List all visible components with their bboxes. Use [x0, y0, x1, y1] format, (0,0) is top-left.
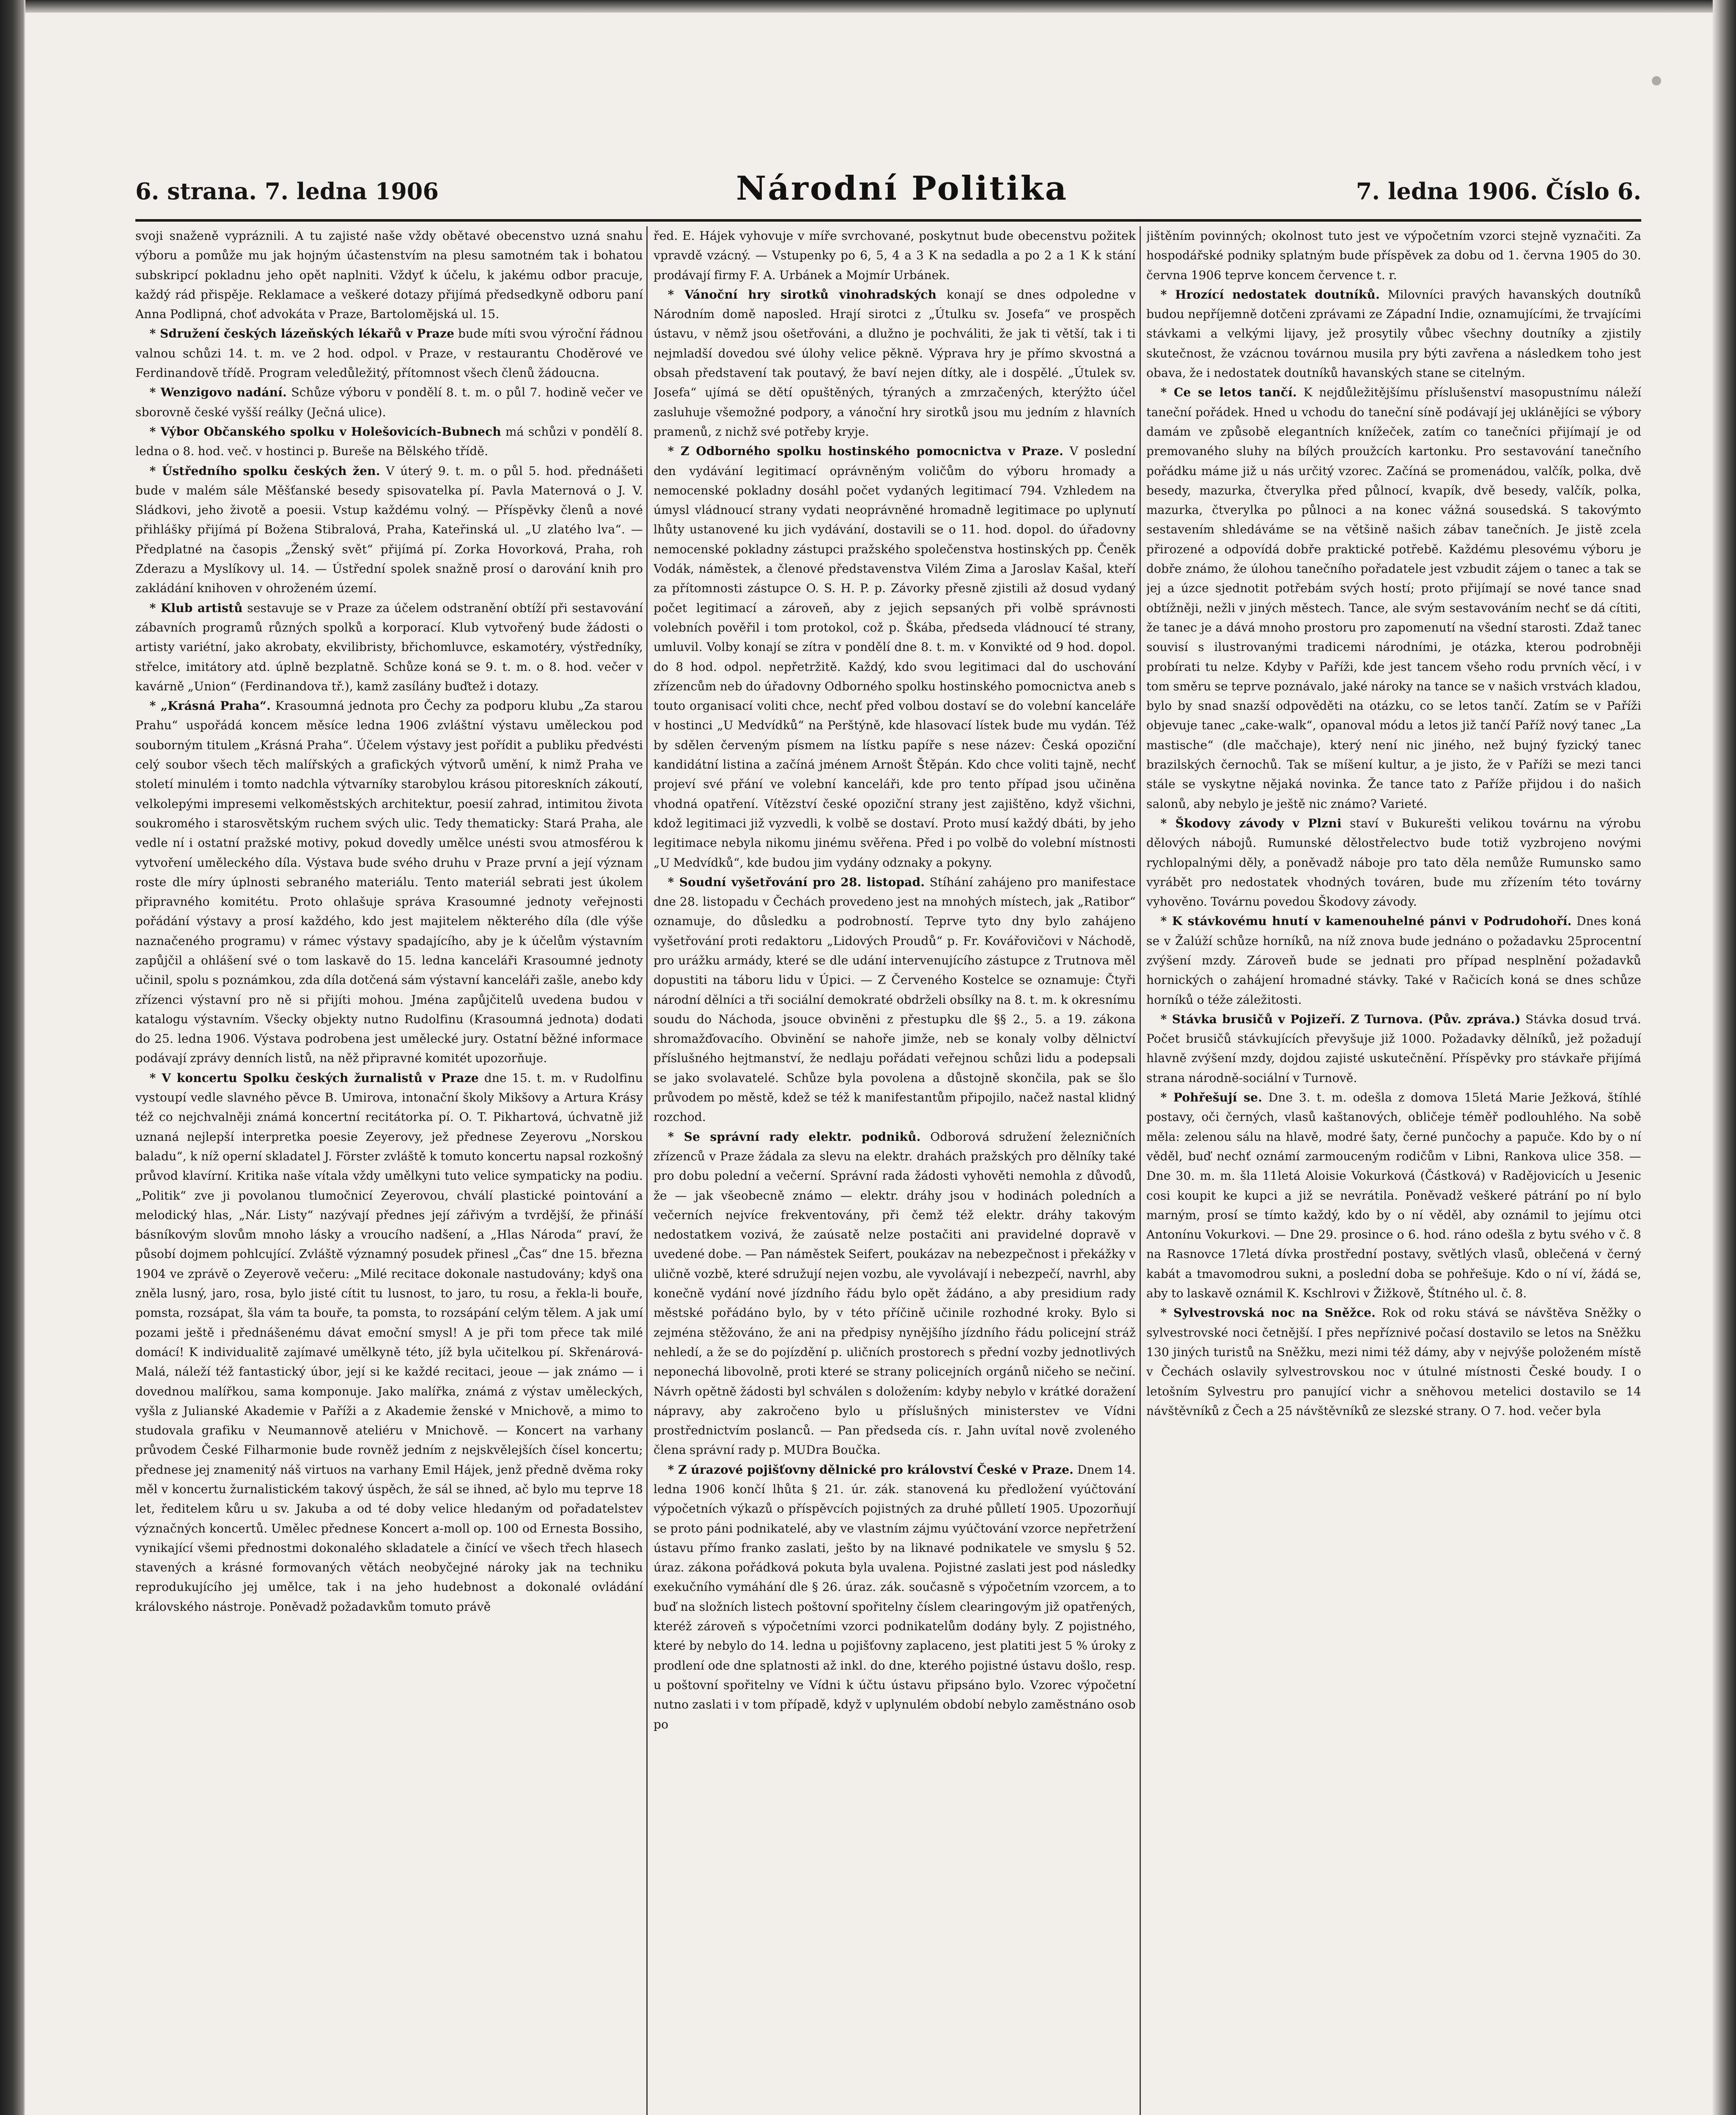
article-text: V poslední den vydávání legitimací oprávněným voličům do výboru hromady a nemocenské pokladny dosáhl počet vydaných legitimací 794. Vzhledem na úmysl vládnoucí strany vydati neoprávněné hromadně legitimace po uplynutí lhůty ustanovené ku jich vydávání, dostavili se o 11. hod. dopol. do úřadovny nemocenské pokladny zástupci pražského společenstva hostinských pp. Čeněk Vodák, náměstek, a členové představenstva Vilém Zima a Jaroslav Kašal, kteří za přítomnosti zástupce O. S. H. P. p. Závorky přesně zjistili až dosud vydaný počet legitimací a zároveň, aby z jejich sepsaných při volbě správnosti volebních pověřil i tom protokol, což p. Škába, předseda vládnoucí té strany, umluvil. Volby konají se zítra v pondělí dne 8. t. m. v Konvikté od 9 hod. dopol. do 8 hod. odpol. nepřetržitě. Každý, kdo svou legitimaci dal do uschování zřízencům neb do úřadovny Odborného spolku hostinského pomocnictva aneb s touto organisací voliti chce, nechť před volbou dostaví se do volební kanceláře v hostinci „U Medvídků“ na Perštýně, kde hlasovací lístek bude mu vydán. Též by sdělen červeným písmem na lístku papíře s nese název: Česká opoziční kandidátní listina a začíná jménem Arnošt Štěpán. Kdo chce voliti tajně, nechť projeví své přání ve volební kanceláři, kde pro tento případ jsou učiněna vhodná opatření. Vítězství české opoziční strany jest zajištěno, když všichni, kdož legitimaci již vyzvedli, k volbě se dostaví. Proto musí každý dbáti, by jeho legitimace nebyla nikomu jinému svěřena. Před i po volbě do volební místnosti „U Medvídků“, kde budou jim vydány odznaky a pokyny.: [654, 444, 1136, 870]
article-text: Dnes koná se v Žalúží schůze horníků, na níž znova bude jednáno o požadavku 25procentní zvýšení mzdy. Zároveň bude se jednati pro případ nesplnění požadavků hornických o zahájení hromadné stávky. Také v Račicích koná se dnes schůze horníků o téže záležitosti.: [1146, 914, 1641, 1007]
article-paragraph: [135, 324, 643, 383]
article-text: dne 15. t. m. v Rudolfinu vystoupí vedle slavného pěvce B. Umirova, intonační školy Mikšovy a Artura Krásy též co nejchvalněji známá koncertní recitátorka pí. O. T. Pikhartová, úchvatně již uznaná nejlepší interpretka poesie Zeyerovy, jež přednese Zeyerovu „Norskou baladu“, k níž operní skladatel J. Förster zvláště k tomuto koncertu napsal rozkošný průvod klavírní. Kritika naše vítala vždy umělkyni tuto velice sympaticky na podiu. „Politik“ zve ji povolanou tlumočnicí Zeyerovou, chválí plastické pointování a melodický hlas, „Nár. Listy“ nazývají přednes její zářivým a tvrdější, že přináší básníkovým slovům mnoho lásky a vroucího nadšení, a „Hlas Národa“ praví, že působí dojmem pohlcující. Zvláště významný posudek přinesl „Čas“ dne 15. března 1904 ve zprávě o Zeyerově večeru: „Milé recitace dokonale nastudovány; kdyš ona zněla lusný, jaro, rosa, bylo jisté cítit tu lusnost, to jaro, tu rosu, a řekla-li bouře, pomsta, rozsápat, šla vám ta bouře, ta pomsta, to rozsápání celým tělem. A jak umí pozami ještě i přednášenému dávat emoční smysl! A je při tom přece tak milé domácí! K individualitě zajímavé umělkyně této, jíž byla učitelkou pí. Skřenárová-Malá, náleží též fantastický úbor, její si ke každé recitaci, jeoue — jak známo — i dovednou malířkou, sama komponuje. Jako malířka, známá z výstav uměleckých, vyšla z Julianské Akademie v Paříži a z Akademie ženské v Mnichově, a mimo to studovala grafiku v Neumannově ateliéru v Mnichově. — Koncert na varhany průvodem České Filharmonie bude rovněž jedním z nejskvělejších čísel koncertu; přednese jej znamenitý náš virtuos na varhany Emil Hájek, jenž předně dvěma roky měl v koncertu žurnalistickém takový úspěch, že sál se ihned, ač bylo mu teprve 18 let, ředitelem kůru u sv. Jakuba a od té doby velice hledaným od pořadatelstev význačných koncertů. Umělec přednese Koncert a-moll op. 100 od Ernesta Bossiho, vynikající všemi přednostmi dokonalého skladatele a činící ve všech třech hlasech stavených a krásné formovaných větách neobyčejné nároky jak na techniku reprodukujícího jej umělce, tak i na jeho hudebnost a dokonalé ovládání královského nástroje. Poněvadž požadavkům tomuto právě: [135, 1071, 643, 1614]
column-1: [135, 226, 643, 2115]
article-text: svoji snaženě vypráznili. A tu zajisté naše vždy obětavé obecenstvo uzná snahu výboru a pomůže mu jak hojným účastenstvím na plesu samotném tak i bohatou subskripcí pokladnu jeho opět naplniti. Vždyť k účelu, k jakému odbor pracuje, každý rád přispěje. Reklamace a veškeré dotazy přijímá předsedkyně odboru paní Anna Podlipná, choť advokáta v Praze, Bartolomějská ul. 15.: [135, 229, 643, 321]
column-divider-2: [1140, 226, 1141, 2115]
article-paragraph: [654, 1127, 1136, 1460]
article-paragraph: [654, 226, 1136, 285]
column-divider-1: [646, 226, 648, 2115]
article-paragraph: [1146, 226, 1641, 285]
article-text: má schůzi v pondělí 8. ledna o 8. hod. več. v hostinci p. Bureše na Bělského třídě.: [135, 424, 643, 459]
article-heading: * Sdružení českých lázeňských lékařů v Praze: [149, 327, 455, 341]
article-paragraph: [135, 1068, 643, 1617]
article-paragraph: [135, 696, 643, 1068]
article-heading: * V koncertu Spolku českých žurnalistů v Praze: [149, 1071, 479, 1085]
column-2: [654, 226, 1136, 2115]
article-paragraph: [135, 422, 643, 461]
article-heading: * Hrozící nedostatek doutníků.: [1160, 287, 1380, 302]
article-text: Krasoumná jednota pro Čechy za podporu klubu „Za starou Prahu“ uspořádá koncem měsíce ledna 1906 zvláštní výstavu uměleckou pod souborným titulem „Krásná Praha“. Účelem výstavy jest pořídit a publiku předvésti celý soubor všech těch malířských a grafických výtvorů umění, k nimž Praha ve století minulém i tomto nadchla výtvarníky starobylou krásou pitoreskních zákoutí, velkolepými impresemi velkoměstských architektur, poesií zahrad, intimitou života soukromého i starosvětským ruchem svých ulic. Tedy thematicky: Stará Praha, ale vedle ní i ostatní pražské motivy, pokud dovedly umělce unésti svou atmosférou k vytvoření uměleckého díla. Výstava bude svého druhu v Praze první a její význam roste dle míry úplnosti sebraného materiálu. Tento materiál sebrati jest úkolem připravného komitétu. Proto ohlašuje správa Krasoumné jednoty veřejnosti pořádání výstavy a prosí každého, kdo jest majitelem některého díla (dle výše naznačeného programu) v rámec výstavy spadajícího, aby je k účelům výstavním zapůjčil a ohlášení své o tom laskavě do 15. ledna kanceláři Krasoumné jednoty učinil, spolu s poznámkou, zda díla dotčená sám výstavní kanceláři zašle, anebo kdy zřízenci výstavní pro ně si přijíti mohou. Jména zapůjčitelů uvedena budou v katalogu výstavním. Všecky objekty nutno Rudolfinu (Krasoumná jednota) dodati do 25. ledna 1906. Výstava podrobena jest umělecké jury. Ostatní běžné informace podávají zprávy denních listů, na něž připravné komitét upozorňuje.: [135, 699, 643, 1066]
article-paragraph: [1146, 814, 1641, 912]
column-3: [1146, 226, 1641, 2115]
article-text: V úterý 9. t. m. o půl 5. hod. přednášeti bude v malém sále Měšťanské besedy spisovatelka pí. Pavla Maternová o J. V. Sládkovi, jeho životě a poesii. Vstup každému volný. — Příspěvky členů a nové přihlášky přijímá pí Božena Stibralová, Praha, Kateřinská ul. „U zlatého lva“. — Předplatné na časopis „Ženský svět“ přijímá pí. Zorka Hovorková, Praha, roh Zderazu a Myslíkovy ul. 14. — Ústřední spolek snažně prosí o darování knih pro zakládání knihoven v ohroženém území.: [135, 464, 643, 596]
scan-speck: [1652, 76, 1661, 85]
article-heading: * K stávkovému hnutí v kamenouhelné pánvi v Podrudohoří.: [1160, 914, 1572, 928]
article-heading: * Stávka brusičů v Pojizeří. Z Turnova. (Pův. zpráva.): [1160, 1012, 1521, 1026]
article-heading: * Ce se letos tančí.: [1160, 385, 1297, 400]
article-heading: * Wenzigovo nadání.: [149, 385, 287, 400]
article-heading: * Soudní vyšetřování pro 28. listopad.: [667, 875, 925, 889]
masthead-title: Národní Politika: [736, 169, 1069, 208]
article-text: Stíhání zahájeno pro manifestace dne 28. listopadu v Čechách provedeno jest na mnohých místech, jak „Ratibor“ oznamuje, do důsledku a podrobností. Teprve tyto dny bylo zahájeno vyšetřování proti redaktoru „Lidových Proudů“ p. Fr. Kovářovičovi v Náchodě, pro urážku armády, které se dle udání intervenujícího zástupce z Trutnova měl dopustiti na táboru lidu v Úpici. — Z Červeného Kostelce se oznamuje: Čtyři národní dělníci a tři sociální demokraté obdrželi obsílky na 8. t. m. k okresnímu soudu do Náchoda, jsouce obviněni z přestupku dle §§ 2., 5. a 19. zákona shromažďovacího. Obvinění se nahoře jimže, neb se konaly volby dělnictví příslušného hejtmanství, že nedlaju pořádati veřejnou schůzi lidu a podepsali se jako svolavatelé. Schůze byla povolena a důstojně skončila, pak se šlo průvodem po městě, kdež se též k manifestantům připojilo, načež nastal klidný rozchod.: [654, 875, 1136, 1124]
page-header: [135, 169, 1641, 216]
article-paragraph: [1146, 1303, 1641, 1421]
article-text: sestavuje se v Praze za účelem odstranění obtíží při sestavování zábavních programů různých spolků a korporací. Klub vytvořený bude žádosti o artisty variétní, jako akrobaty, ekvilibristy, břichomluvce, eskamotéry, výstředníky, střelce, imitátory atd. úplně bezplatně. Schůze koná se 9. t. m. o 8. hod. večer v kavárně „Union“ (Ferdinandova tř.), kamž zasílány buďtež i dotazy.: [135, 601, 643, 693]
article-heading: * Z Odborného spolku hostinského pomocnictva v Praze.: [667, 444, 1063, 459]
article-paragraph: [1146, 912, 1641, 1009]
article-paragraph: [135, 461, 643, 599]
article-paragraph: [1146, 1088, 1641, 1303]
article-text: Schůze výboru v pondělí 8. t. m. o půl 7. hodině večer ve sborovně české vyšší reálky (Ječná ulice).: [135, 385, 643, 419]
article-text: Odborová sdružení železničních zřízenců v Praze žádala za slevu na elektr. drahách pražských pro dělníky také pro dobu polední a večerní. Správní rada žádosti vyhověti nemohla z důvodů, že — jak všeobecně známo — elektr. dráhy jsou v hodinách poledních a večerních nejvíce frekventovány, při čemž též elektr. dráhy takovým nedostatkem vozivá, že zaúsatě nelze postačiti ani pravidelné dopravě v uvedené dobe. — Pan náměstek Seifert, poukázav na nebezpečnost i překážky v uličně vozbě, které sdružují nejen vozbu, ale vyvolávají i nebezpečí, navrhl, aby konečně vydání nové jízdního řádu bylo opět žádáno, a aby presidium rady městské pořádáno bylo, by v této příčině učinile rozhodné kroky. Bylo si zejména stěžováno, že ani na předpisy nynějšího jízdního řádu policejní stráž nehledí, a že se do pojízdění p. uličních prostorech s přední vozby jednotlivých neponechá libovolně, proti které se strany policejních orgánů ničeho se nečiní. Návrh opětně žádosti byl schválen s doložením: kdyby nebylo v krátké doražení nápravy, aby zakročeno bylo u příslušných ministerstev ve Vídni prostřednictvím poslanců. — Pan předseda cís. r. Jahn uvítal nově zvoleného člena správní rady p. MUDra Boučka.: [654, 1129, 1136, 1457]
article-text: Stávka dosud trvá. Počet brusičů stávkujících převyšuje již 1000. Požadavky dělníků, jež požadují hlavně zvýšení mzdy, dojdou zajisté uskutečnění. Příspěvky pro stávkaře přijímá strana národně-sociální v Turnově.: [1146, 1012, 1641, 1085]
article-heading: * Vánoční hry sirotků vinohradských: [667, 287, 937, 302]
article-text: Milovníci pravých havanských doutníků budou nepříjemně dotčeni zprávami ze Západní Indie, oznamujícími, že trvajícími stávkami a velkými lijavy, jež prosytily vůbec všechny doutníky a zjistily skutečnost, že vzácnou továrnou musila pry býti zavřena a následkem toho jest obava, že i nedostatek doutníků havanských stane se citelným.: [1146, 287, 1641, 380]
article-text: řed. E. Hájek vyhovuje v míře svrchované, poskytnut bude obecenstvu požitek vpravdě vzácný. — Vstupenky po 6, 5, 4 a 3 K na sedadla a po 2 a 1 K k stání prodávají firmy F. A. Urbánek a Mojmír Urbánek.: [654, 229, 1136, 282]
article-paragraph: [135, 226, 643, 324]
article-paragraph: [654, 1460, 1136, 1734]
article-paragraph: [1146, 285, 1641, 383]
article-text: Dne 3. t. m. odešla z domova 15letá Marie Ježková, štíhlé postavy, oči černých, vlasů kaštanových, obličeje téměř podlouhlého. Na sobě měla: zelenou sálu na hlavě, modré šaty, černé punčochy a papuče. Kdo by o ní věděl, buď nechť oznámí zarmouceným rodičům v Libni, Rankova ulice 358. — Dne 30. m. m. šla 11letá Aloisie Vokurková (Částková) v Radějovicích u Jesenic cosi koupit ke kupci a již se nevrátila. Poněvadž veškeré pátrání po ní bylo marným, prosí se tímto každý, kdo by o ní věděl, aby oznámil to jejímu otci Antonínu Vokurkovi. — Dne 29. prosince o 6. hod. ráno odešla z bytu svého v č. 8 na Rasnovce 17letá dívka prostřední postavy, světlých vlasů, oblečená v černý kabát a tmavomodrou sukni, a poslední doba se pohřešuje. Kdo o ní ví, žádá se, aby to laskavě oznámil K. Kschlrovi v Žižkově, Štítného ul. č. 8.: [1146, 1090, 1641, 1301]
article-paragraph: [1146, 1010, 1641, 1088]
article-text: K nejdůležitějšímu příslušenství masopustnímu náleží taneční pořádek. Hned u vchodu do taneční síně podávají jej uklánějíci se výbory damám ve způsobě elegantních knížeček, zatím co tanečníci přijímají je od premovaného sluhy na bílých proužcích kartonku. Pro sestavování tanečního pořádku máme již u nás určitý vzorec. Začíná se promenádou, valčík, polka, dvě besedy, mazurka, čtverylka před půlnocí, kvapík, dvě besedy, valčík, polka, mazurka, čtverylka po půlnoci a na konec vážná sousedská. S takovýmto sestavením shledáváme se na většině našich zábav tanečních. Je jistě zcela přirozené a odpovídá dobře praktické potřebě. Každému plesovému výboru je dobře známo, že úlohou tanečního pořadatele jest vzbudit zájem o tanec a tak se jej a úzce sjednotit potřebám svých hostí; proto přijímají se nové tance snad obtížněji, nežli v jiných městech. Tance, ale svým sestavováním nechť se dá cítiti, že tanec je a dává mnoho prostoru pro zapomenutí na všední starosti. Zdaž tanec souvisí s ilustrovanými tradicemi národními, je otázka, kterou podrobněji probírati tu nelze. Kdyby v Paříži, kde jest tancem všeho rodu prvních věcí, i v tom směru se teprve poznávalo, jaké nároky na tance se v našich vrstvách kladou, bylo by snad snazší odpověděti na otázku, co se letos tančí. Zatím se v Paříži objevuje tanec „cake-walk“, opanoval módu a letos již tančí Paříž nový tanec „La mastische“ (dle mačchaje), který není nic jiného, než bujný fyzický tanec brazilských černochů. Tak se míšení kultur, a je jisto, že v Paříži se mezi tanci stále se vyskytne nějaká novinka. Že tance tato z Paříže přijdou i do našich salonů, aby nebylo je ještě nic známo? Varieté.: [1146, 385, 1641, 811]
article-heading: * Z úrazové pojišťovny dělnické pro království České v Praze.: [667, 1462, 1074, 1477]
article-text: Dnem 14. ledna 1906 končí lhůta § 21. úr. zák. stanovená ku předložení vyúčtování výpočetních výkazů o příspěvcích pojistných za druhé půlletí 1905. Upozorňují se proto páni podnikatelé, aby ve vlastním zájmu vyúčtování vzorce nepřetržení ústavu přímo franko zaslati, ješto by na liknavé podnikatele ve smyslu § 52. úraz. zákona pořádková pokuta byla uvalena. Pojistné zaslati jest pod následky exekučního vymáhání dle § 26. úraz. zák. současně s výpočetním vzorcem, a to buď na složních listech poštovní spořitelny číslem clearingovým již opatřených, kteréž zároveň s výpočetními vzorci podnikatelům dodány byly. Z pojistného, které by nebylo do 14. ledna u pojišťovny zaplaceno, jest platiti jest 5 % úroky z prodlení ode dne splatnosti až inkl. do dne, kterého pojistné ústavu došlo, resp. u poštovní spořitelny ve Vídni k účtu ústavu připsáno bylo. Vzorec výpočetní nutno zaslati i v tom případě, když v uplynulém období nebylo zaměstnáno osob po: [654, 1462, 1136, 1731]
article-text: staví v Bukurešti velikou továrnu na výrobu dělových nábojů. Rumunské dělostřelectvo bude totiž vyzbrojeno novými rychlopalnými děly, a poněvadž náboje pro tato děla nemůže Rumunsko samo vyrábět pro nedostatek vhodných továren, bude mu zřízením této továrny vyhověno. Továrnu povedou Škodovy závody.: [1146, 816, 1641, 909]
article-paragraph: [135, 383, 643, 422]
article-paragraph: [654, 285, 1136, 442]
article-heading: * Klub artistů: [149, 601, 243, 615]
article-text: jištěním povinných; okolnost tuto jest ve výpočetním vzorci stejně vyznačiti. Za hospodářské podniky splatným bude příspěvek za dobu od 1. června 1905 do 30. června 1906 teprve koncem července t. r.: [1146, 229, 1641, 282]
article-heading: * Sylvestrovská noc na Sněžce.: [1160, 1306, 1376, 1320]
scan-border-left: [0, 0, 25, 2115]
scan-border-top: [0, 0, 1736, 13]
article-heading: * Škodovy závody v Plzni: [1160, 816, 1342, 830]
article-text: bude míti svou výroční řádnou valnou schůzi 14. t. m. ve 2 hod. odpol. v Praze, v restaurantu Choděrové ve Ferdinandově třídě. Program veledůležitý, přítomnost všech členů žádoucna.: [135, 327, 643, 380]
article-heading: * Se správní rady elektr. podniků.: [667, 1129, 921, 1144]
page-number-date: 6. strana. 7. ledna 1906: [135, 178, 439, 205]
scan-border-right: [1713, 0, 1736, 2115]
article-text: Rok od roku stává se návštěva Sněžky o sylvestrovské noci četnější. I přes nepříznivé počasí dostavilo se letos na Sněžku 130 jiných turistů na Sněžku, mezi nimi též dámy, aby v nejvýše položeném místě v Čechách oslavily sylvestrovskou noc v útulné místnosti České boudy. I o letošním Sylvestru pro panující vichr a sněhovou metelici dostavilo se 14 návštěvníků z Čech a 25 návštěvníků ze slezské strany. O 7. hod. večer byla: [1146, 1306, 1641, 1418]
date-issue-number: 7. ledna 1906. Číslo 6.: [1356, 178, 1641, 205]
article-paragraph: [654, 873, 1136, 1127]
article-heading: * Výbor Občanského spolku v Holešovicích-Bubnech: [149, 424, 501, 439]
article-paragraph: [1146, 383, 1641, 814]
article-paragraph: [135, 599, 643, 696]
article-heading: * „Krásná Praha“.: [149, 699, 271, 713]
article-heading: * Ústředního spolku českých žen.: [149, 464, 380, 478]
article-heading: * Pohřešují se.: [1160, 1090, 1262, 1105]
header-rule: [135, 219, 1641, 222]
article-text: konají se dnes odpoledne v Národním domě naposled. Hrají sirotci z „Útulku sv. Josefa“ ve prospěch ústavu, v němž jsou ošetřováni, a dlužno je pochváliti, že jak ti větší, tak i ti nejmladší dovedou své úlohy velice pěkně. Výprava hry je přímo skvostná a obsah představení tak poutavý, že baví nejen dítky, ale i dospělé. „Útulek sv. Josefa“ ujímá se dětí opuštěných, týraných a zmrzačených, kterýžto účel zasluhuje všemožné podpory, a vánoční hry sirotků jsou mu jedním z hlavních pramenů, z nichž své potřeby kryje.: [654, 287, 1136, 439]
article-paragraph: [654, 442, 1136, 873]
